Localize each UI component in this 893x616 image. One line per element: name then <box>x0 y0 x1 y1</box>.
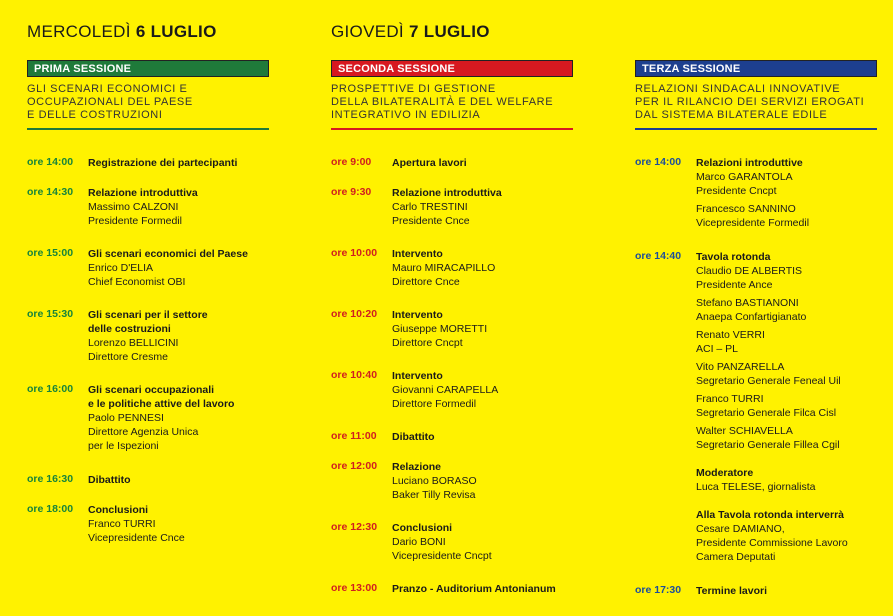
agenda-time: ore 10:00 <box>331 247 378 259</box>
agenda-time: ore 14:40 <box>635 250 682 262</box>
agenda-detail: Luca TELESE, giornalista <box>696 481 816 493</box>
agenda-time: ore 10:40 <box>331 369 378 381</box>
agenda-detail: Baker Tilly Revisa <box>392 489 476 501</box>
agenda-title: e le politiche attive del lavoro <box>88 398 235 410</box>
agenda-detail: Francesco SANNINO <box>696 203 796 215</box>
agenda-time: ore 12:30 <box>331 521 378 533</box>
agenda-item <box>27 247 287 289</box>
agenda-time: ore 12:00 <box>331 460 378 472</box>
session-title-bar: TERZA SESSIONE <box>635 60 877 77</box>
agenda-item <box>331 186 591 228</box>
agenda-detail: Claudio DE ALBERTIS <box>696 265 803 277</box>
agenda-body <box>88 473 287 487</box>
session-subtitle-line: RELAZIONI SINDACALI INNOVATIVE <box>635 83 841 95</box>
agenda-body <box>392 582 591 596</box>
session-subtitle <box>27 83 269 128</box>
agenda-item <box>27 308 287 364</box>
agenda-body <box>696 466 893 494</box>
agenda-item <box>331 156 591 170</box>
session-title-bar: SECONDA SESSIONE <box>331 60 573 77</box>
agenda-title: Gli scenari per il settore <box>88 309 208 321</box>
session-divider <box>331 128 573 130</box>
agenda-body <box>88 503 287 545</box>
agenda-detail: Vicepresidente Cnce <box>88 532 185 544</box>
agenda-detail: per le Ispezioni <box>88 440 159 452</box>
day-date: 7 LUGLIO <box>408 22 490 41</box>
agenda-detail: Segretario Generale Feneal Uil <box>696 375 841 387</box>
agenda-title: Registrazione dei partecipanti <box>88 157 238 169</box>
agenda-detail: Walter SCHIAVELLA <box>696 425 793 437</box>
agenda-time: ore 9:00 <box>331 156 372 168</box>
agenda-item <box>331 369 591 411</box>
agenda-title: Gli scenari economici del Paese <box>88 248 248 260</box>
day-title-wednesday <box>27 22 217 42</box>
session-subtitle-line: INTEGRATIVO IN EDILIZIA <box>331 109 481 121</box>
agenda-item <box>27 156 287 170</box>
session-title-bar: PRIMA SESSIONE <box>27 60 269 77</box>
agenda-title: Moderatore <box>696 467 754 479</box>
agenda-body <box>392 308 591 350</box>
agenda-detail: Lorenzo BELLICINI <box>88 337 179 349</box>
agenda-detail: Giuseppe MORETTI <box>392 323 488 335</box>
session-subtitle-line: DELLA BILATERALITÀ E DEL WELFARE <box>331 96 554 108</box>
agenda-body <box>696 584 893 598</box>
agenda-item <box>331 308 591 350</box>
session-column-second <box>331 60 573 595</box>
agenda-body <box>88 247 287 289</box>
agenda-detail: Marco GARANTOLA <box>696 171 793 183</box>
agenda-detail: Enrico D'ELIA <box>88 262 154 274</box>
agenda-detail: Presidente Cncpt <box>696 185 777 197</box>
agenda-detail: Direttore Formedil <box>392 398 477 410</box>
day-weekday: GIOVEDÌ <box>331 22 404 41</box>
agenda-detail: Direttore Cresme <box>88 351 168 363</box>
agenda-item <box>27 503 287 545</box>
session-subtitle-line: GLI SCENARI ECONOMICI E <box>27 83 188 95</box>
agenda-detail: Segretario Generale Fillea Cgil <box>696 439 840 451</box>
agenda-body <box>392 186 591 228</box>
agenda-title: Dibattito <box>88 474 131 486</box>
agenda-body <box>88 383 287 453</box>
agenda-body <box>696 250 893 452</box>
agenda-detail: Franco TURRI <box>88 518 156 530</box>
agenda-item <box>27 186 287 228</box>
agenda-title: Relazione <box>392 461 442 473</box>
agenda-time: ore 14:00 <box>635 156 682 168</box>
agenda-detail: Cesare DAMIANO, <box>696 523 785 535</box>
agenda-title: Relazione introduttiva <box>88 187 198 199</box>
agenda-time: ore 17:30 <box>635 584 682 596</box>
agenda-item <box>331 582 591 596</box>
agenda-detail: Renato VERRI <box>696 329 765 341</box>
session-subtitle-line: OCCUPAZIONALI DEL PAESE <box>27 96 193 108</box>
agenda-title: Conclusioni <box>392 522 453 534</box>
agenda-detail: Luciano BORASO <box>392 475 477 487</box>
agenda-title: Intervento <box>392 370 443 382</box>
agenda-detail: Direttore Cncpt <box>392 337 463 349</box>
agenda-item <box>27 383 287 453</box>
agenda-body <box>392 156 591 170</box>
agenda-item <box>635 508 893 564</box>
agenda-detail: Presidente Commissione Lavoro <box>696 537 848 549</box>
agenda-detail: Mauro MIRACAPILLO <box>392 262 496 274</box>
session-subtitle-line: PROSPETTIVE DI GESTIONE <box>331 83 496 95</box>
agenda-time: ore 14:30 <box>27 186 74 198</box>
agenda-body <box>88 308 287 364</box>
agenda-body <box>88 186 287 228</box>
session-column-third <box>635 60 877 597</box>
session-subtitle <box>331 83 573 128</box>
agenda-item <box>635 584 893 598</box>
agenda-detail: Direttore Cnce <box>392 276 460 288</box>
agenda-item <box>27 473 287 487</box>
agenda-detail: Dario BONI <box>392 536 446 548</box>
agenda-title: Gli scenari occupazionali <box>88 384 215 396</box>
agenda-detail: Direttore Agenzia Unica <box>88 426 199 438</box>
agenda-detail: Camera Deputati <box>696 551 776 563</box>
session-divider <box>27 128 269 130</box>
agenda-title: Dibattito <box>392 431 435 443</box>
agenda-title: Apertura lavori <box>392 157 467 169</box>
agenda-item <box>331 460 591 502</box>
agenda-item <box>331 521 591 563</box>
agenda-detail: Anaepa Confartigianato <box>696 311 807 323</box>
day-weekday: MERCOLEDÌ <box>27 22 131 41</box>
agenda-item <box>331 430 591 444</box>
agenda-time: ore 14:00 <box>27 156 74 168</box>
agenda-detail: Chief Economist OBI <box>88 276 186 288</box>
agenda-detail: Stefano BASTIANONI <box>696 297 799 309</box>
day-date: 6 LUGLIO <box>135 22 217 41</box>
agenda-time: ore 18:00 <box>27 503 74 515</box>
agenda-body <box>696 156 893 230</box>
agenda-title: Conclusioni <box>88 504 149 516</box>
agenda-time: ore 11:00 <box>331 430 377 442</box>
session-subtitle-line: DAL SISTEMA BILATERALE EDILE <box>635 109 828 121</box>
agenda-detail: Presidente Ance <box>696 279 773 291</box>
agenda-detail: Vicepresidente Cncpt <box>392 550 492 562</box>
agenda-body <box>392 369 591 411</box>
agenda-body <box>392 460 591 502</box>
agenda-detail: Presidente Formedil <box>88 215 182 227</box>
agenda-body <box>696 508 893 564</box>
day-title-thursday <box>331 22 490 42</box>
agenda-time: ore 15:00 <box>27 247 74 259</box>
agenda-time: ore 13:00 <box>331 582 378 594</box>
agenda-detail: Presidente Cnce <box>392 215 470 227</box>
agenda-title: Intervento <box>392 248 443 260</box>
agenda-detail: Franco TURRI <box>696 393 764 405</box>
session-subtitle-line: E DELLE COSTRUZIONI <box>27 109 163 121</box>
agenda-body <box>392 521 591 563</box>
agenda-title: Alla Tavola rotonda interverrà <box>696 509 845 521</box>
agenda-item <box>635 156 893 230</box>
agenda-detail: Segretario Generale Filca Cisl <box>696 407 837 419</box>
agenda-time: ore 9:30 <box>331 186 372 198</box>
agenda-item <box>331 247 591 289</box>
agenda-detail: Paolo PENNESI <box>88 412 164 424</box>
session-subtitle-line: PER IL RILANCIO DEI SERVIZI EROGATI <box>635 96 865 108</box>
agenda-body <box>392 247 591 289</box>
agenda-detail: Carlo TRESTINI <box>392 201 468 213</box>
agenda-item <box>635 250 893 452</box>
agenda-title: delle costruzioni <box>88 323 171 335</box>
agenda-time: ore 10:20 <box>331 308 378 320</box>
agenda-title: Termine lavori <box>696 585 767 597</box>
agenda-body <box>88 156 287 170</box>
agenda-detail: Vicepresidente Formedil <box>696 217 810 229</box>
session-subtitle <box>635 83 877 128</box>
agenda-title: Pranzo - Auditorium Antonianum <box>392 583 556 595</box>
agenda-detail: ACI – PL <box>696 343 739 355</box>
agenda-body <box>392 430 591 444</box>
agenda-title: Tavola rotonda <box>696 251 771 263</box>
agenda-title: Relazione introduttiva <box>392 187 502 199</box>
agenda-title: Intervento <box>392 309 443 321</box>
agenda-detail: Massimo CALZONI <box>88 201 179 213</box>
agenda-title: Relazioni introduttive <box>696 157 803 169</box>
agenda-detail: Giovanni CARAPELLA <box>392 384 499 396</box>
session-column-first <box>27 60 269 544</box>
agenda-time: ore 16:00 <box>27 383 74 395</box>
agenda-time: ore 15:30 <box>27 308 74 320</box>
agenda-detail: Vito PANZARELLA <box>696 361 785 373</box>
agenda-time: ore 16:30 <box>27 473 74 485</box>
session-divider <box>635 128 877 130</box>
agenda-item <box>635 466 893 494</box>
